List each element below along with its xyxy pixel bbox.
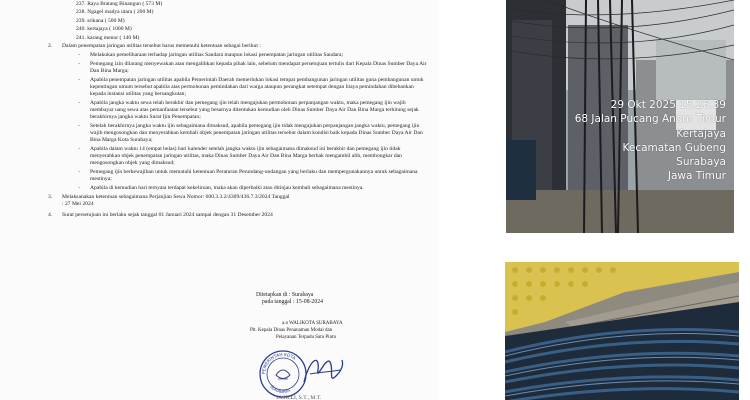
clause-item: - Apabila penempatan jaringan utilitas apabila Pemerintah Daerah memerlukan lokasi tempat pembangunan jaringan utilitas guna pembangunan untuk kepentingan umum tersebut apabila atas permohonan pemindahan dari warga ataupun perangkat setempat dengan biaya pemindahan dibebankan kepada instansi utilitas yang bersangkutan;: [78, 77, 424, 98]
photo-timestamp: 29 Okt 2025 15.26.39: [610, 99, 726, 111]
street-list: [76, 0, 428, 43]
document-body: [48, 0, 428, 219]
clause-item: - Melakukan pemeliharaan terhadap jaringan utilitas Saudara maupun lokasi penempatan jaringan utilitas Saudara;: [78, 52, 344, 59]
clause-item: - Apabila jangka waktu sewa telah berakhir dan pemegang ijin telah mengajukan permohonan perpanjangan waktu, maka pemegang ijin wajib membayar uang sewa atas pemanfaatan tersebut yang besarnya ditentukan kemudian oleh Dinas Sumber Daya Air Dan Bina Marga terhitung sejak berakhirnya jangka waktu Surat Ijin Penempatan;: [78, 100, 419, 121]
clause-text: Melaksanakan ketentuan sebagaimana Perjanjian Sewa Nomor: 600.3.3.2/4309/436.7.3/2024 Tanggal : 27 Mei 2024: [62, 194, 290, 208]
clause-item: - Apabila di kemudian hari ternyata terdapat kekeliruan, maka akan diperbaiki atau ditinjau kembali sebagaimana mestinya.: [78, 185, 364, 192]
clause-item: - Setelah berakhirnya jangka waktu ijin sebagaimana dimaksud, apabila pemegang ijin tidak mengajukan perpanjangan jangka waktu, pemegang ijin wajib mengosongkan dan menyerahkan kembali objek penempatan jaringan utilitas tersebut dalam kondisi baik kepada Dinas Sumber Daya Air Dan Bina Marga Kota Surabaya;: [78, 123, 423, 144]
clause-item: - Pemegang izin dilarang menyewakan atau mengalihkan kepada pihak lain, sebelum mendapat persetujuan tertulis dari Kepala Dinas Sumber Daya Air Dan Bina Marga;: [78, 61, 427, 75]
street-photo: [506, 0, 734, 233]
svg-text:PEMERINTAH KOTA: PEMERINTAH KOTA: [261, 352, 297, 375]
signature-position: Plt. Kepala Dinas Penanaman Modal dan: [250, 328, 333, 333]
street-list-item: 239. srikana ( 500 M): [76, 17, 125, 24]
clause-item: - Pemegang ijin berkewajiban untuk mematuhi ketentuan Peraturan Perundang-undangan yang berlaku dan mempergunakannya untuk sebagaimana mestinya;: [78, 169, 418, 182]
clause-number: 3.: [48, 194, 53, 201]
clause-2: [48, 43, 428, 192]
handwritten-signature: [300, 348, 346, 390]
signature-block: [216, 292, 343, 341]
clause-number: 2.: [48, 42, 53, 49]
clause-item: - Apabila dalam waktu 14 (empat belas) hari kalender setelah jangka waktu ijin sebagaimana dimaksud ini berakhir dan pemegang ijin tidak menyerahkan objek penempatan jaringan utilitas, maka Dinas Sumber Daya Air Dan Bina Marga berhak mengambil alih, membongkar dan mengosongkan objek yang dimaksud;: [78, 146, 402, 166]
photo-address-line: Kertajaya: [676, 127, 726, 140]
clause-intro: Dalam penempatan jaringan utilitas tersebut harus memenuhi ketentuan sebagai berikut :: [62, 42, 261, 49]
photo-address-line: Kecamatan Gubeng: [622, 141, 726, 154]
street-list-item: 237. Raya Bratang Binangun ( 573 M): [76, 1, 163, 7]
clause-text: Surat persetujuan ini berlaku sejak tanggal 01 Januari 2024 sampai dengan 31 Desember 2024: [62, 211, 273, 218]
photo-address-line: Surabaya: [676, 156, 726, 169]
street-list-item: 238. Ngagel madya utara ( 200 M): [76, 9, 154, 16]
clause-4: [48, 212, 428, 219]
geotag-overlay: [575, 98, 726, 184]
cable-photo: [505, 262, 739, 400]
signature-position-2: Pelayanan Terpadu Satu Pintu: [276, 335, 336, 340]
street-list-item: 240. kertajaya ( 1000 M): [76, 26, 132, 33]
clause-3: [48, 194, 428, 208]
street-list-item: 241. karang menur ( 140 M): [76, 34, 140, 41]
signatory-name: JASILLI, S.T., M.T.: [276, 395, 322, 400]
signature-place: Ditetapkan di : Surabaya: [256, 292, 314, 298]
svg-text:SURABAYA: SURABAYA: [268, 384, 292, 396]
clause-number: 4.: [48, 211, 53, 218]
signature-date: pada tanggal : 15-08-2024: [262, 299, 324, 305]
photo-address-line: Jawa Timur: [667, 170, 726, 183]
signature-on-behalf: a.n WALIKOTA SURABAYA: [282, 321, 343, 326]
photo-address-line: 68 Jalan Pucang Anom Timur: [574, 113, 726, 126]
